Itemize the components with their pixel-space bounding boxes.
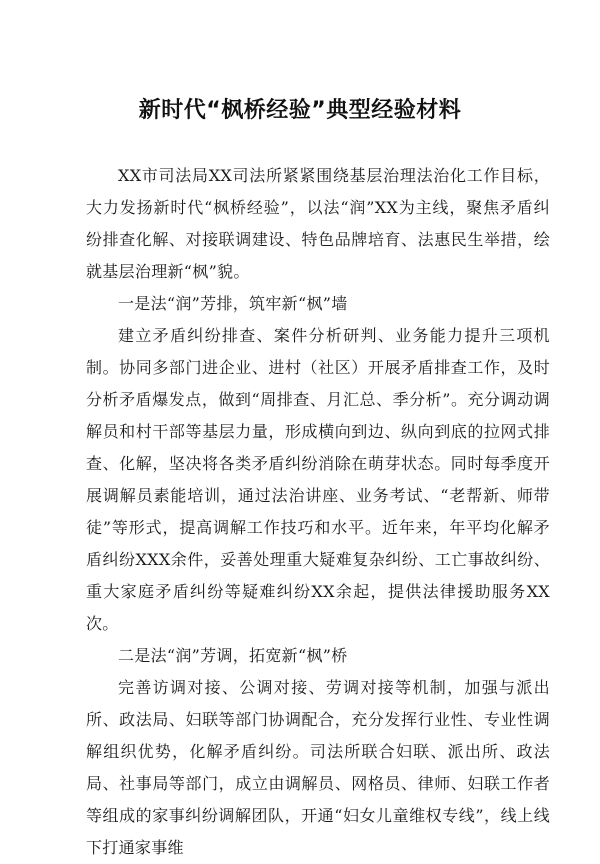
section-heading-2: 二是法“润”芳调，拓宽新“枫”桥 [118, 646, 348, 665]
intro-paragraph: XX市司法局XX司法所紧紧围绕基层治理法治化工作目标，大力发扬新时代“枫桥经验”，以法“润”XX为主线，聚焦矛盾纠纷排查化解、对接联调建设、特色品牌培育、法惠民生举措，绘就基层治理新“枫”貌。 [86, 166, 550, 281]
document-body [86, 160, 550, 864]
section-body-2: 完善访调对接、公调对接、劳调对接等机制，加强与派出所、政法局、妇联等部门协调配合，充分发挥行业性、专业性调解组织优势，化解矛盾纠纷。司法所联合妇联、派出所、政法局、社事局等部门，成立由调解员、网格员、律师、妇联工作者等组成的家事纠纷调解团队，开通“妇女儿童维权专线”，线上线下打通家事维 [86, 678, 550, 857]
document-title: 新时代“枫桥经验”典型经验材料 [138, 98, 462, 123]
section-body-1: 建立矛盾纠纷排查、案件分析研判、业务能力提升三项机制。协同多部门进企业、进村（社区）开展矛盾排查工作，及时分析矛盾爆发点，做到“周排查、月汇总、季分析”。充分调动调解员和村干部等基层力量，形成横向到边、纵向到底的拉网式排查、化解，坚决将各类矛盾纠纷消除在萌芽状态。同时每季度开展调解员素能培训，通过法治讲座、业务考试、“老帮新、师带徒”等形式，提高调解工作技巧和水平。近年来，年平均化解矛盾纠纷XXX余件，妥善处理重大疑难复杂纠纷、工亡事故纠纷、重大家庭矛盾纠纷等疑难纠纷XX余起，提供法律援助服务XX次。 [86, 326, 550, 633]
section-heading-1: 一是法“润”芳排，筑牢新“枫”墙 [118, 294, 348, 313]
